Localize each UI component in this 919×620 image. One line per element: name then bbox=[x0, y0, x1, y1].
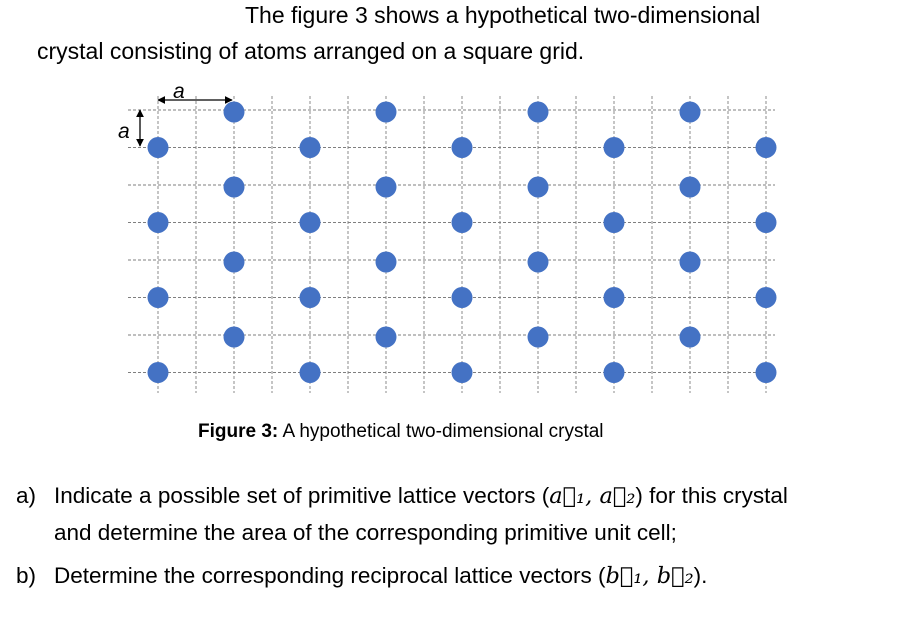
atom bbox=[452, 362, 473, 383]
atom bbox=[300, 212, 321, 233]
atom bbox=[224, 177, 245, 198]
atom bbox=[376, 252, 397, 273]
question-a-text: Indicate a possible set of primitive lattice vectors ( bbox=[54, 483, 550, 508]
atom bbox=[528, 177, 549, 198]
atom bbox=[756, 287, 777, 308]
v-spacing-label: a bbox=[118, 120, 130, 143]
atom bbox=[148, 362, 169, 383]
atom bbox=[300, 362, 321, 383]
atom bbox=[604, 212, 625, 233]
atom bbox=[300, 287, 321, 308]
atom bbox=[604, 137, 625, 158]
intro-line-2: crystal consisting of atoms arranged on a square grid. bbox=[37, 38, 585, 64]
question-a-line-2: and determine the area of the corresponding primitive unit cell; bbox=[54, 520, 677, 545]
atom bbox=[756, 362, 777, 383]
atom bbox=[604, 287, 625, 308]
atom bbox=[604, 362, 625, 383]
atom bbox=[376, 102, 397, 123]
atom bbox=[224, 252, 245, 273]
question-a bbox=[16, 483, 916, 513]
atom bbox=[680, 177, 701, 198]
atom bbox=[452, 137, 473, 158]
atom bbox=[680, 252, 701, 273]
atom bbox=[148, 212, 169, 233]
question-b-text-end: ). bbox=[693, 563, 708, 588]
question-b-vectors: b⃗₁, b⃗₂ bbox=[605, 563, 694, 589]
caption-text: A hypothetical two-dimensional crystal bbox=[278, 421, 604, 442]
atom bbox=[756, 137, 777, 158]
question-a-label: a) bbox=[16, 483, 37, 508]
atom bbox=[528, 102, 549, 123]
atom bbox=[148, 287, 169, 308]
question-a-text-end: ) for this crystal bbox=[635, 483, 788, 508]
atom bbox=[756, 212, 777, 233]
caption-bold: Figure 3: bbox=[198, 421, 279, 442]
atom bbox=[148, 137, 169, 158]
atom bbox=[452, 212, 473, 233]
grid-lines bbox=[128, 96, 775, 393]
atom bbox=[680, 102, 701, 123]
question-b-label: b) bbox=[16, 563, 37, 588]
atom bbox=[224, 102, 245, 123]
atom bbox=[300, 137, 321, 158]
atom bbox=[376, 327, 397, 348]
question-b bbox=[16, 563, 916, 593]
atom bbox=[452, 287, 473, 308]
h-spacing-label: a bbox=[173, 80, 185, 103]
atom bbox=[528, 327, 549, 348]
atom bbox=[376, 177, 397, 198]
question-a-vectors: a⃗₁, a⃗₂ bbox=[549, 483, 636, 509]
question-b-text: Determine the corresponding reciprocal lattice vectors ( bbox=[54, 563, 606, 588]
atom bbox=[224, 327, 245, 348]
figure-caption bbox=[198, 421, 604, 443]
intro-line-1: The figure 3 shows a hypothetical two-dimensional bbox=[245, 2, 761, 28]
atom bbox=[528, 252, 549, 273]
atom bbox=[680, 327, 701, 348]
